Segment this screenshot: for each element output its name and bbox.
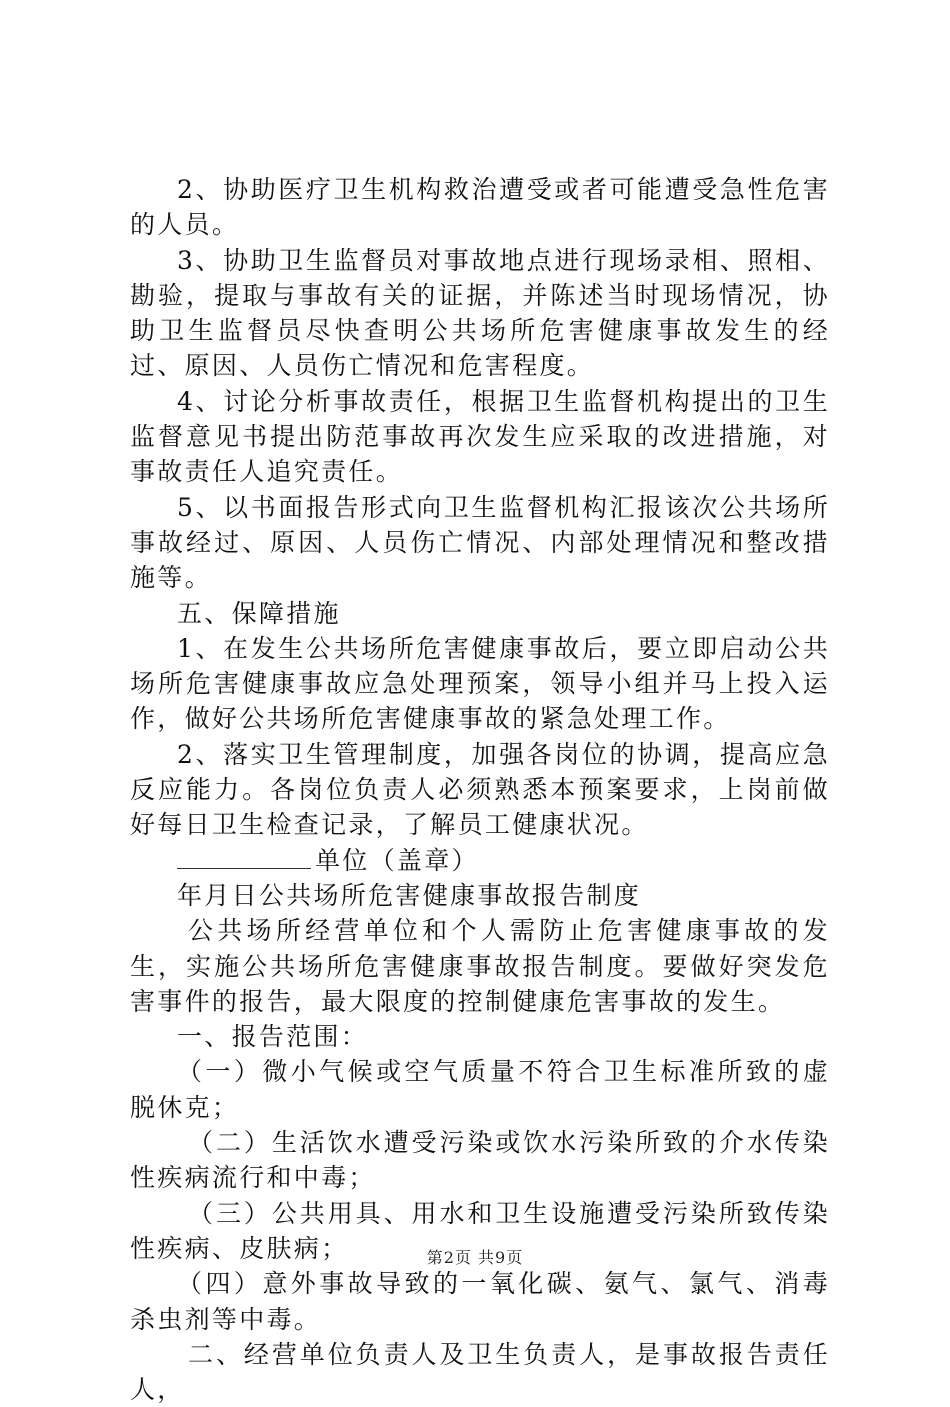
signature-row	[130, 843, 830, 878]
paragraph-assist-inspection: 3、协助卫生监督员对事故地点进行现场录相、照相、勘验，提取与事故有关的证据，并陈述当时现场情况，协助卫生监督员尽快查明公共场所危害健康事故发生的经过、原因、人员伤亡情况和危害程度。	[130, 245, 830, 381]
section-heading-safeguards: 五、保障措施	[177, 598, 341, 628]
list-item-drinking-water: （二）生活饮水遭受污染或饮水污染所致的介水传染性疾病流行和中毒；	[130, 1128, 830, 1193]
signature-blank-line	[177, 843, 311, 869]
list-item-accidental-poisoning: （四）意外事故导致的一氧化碳、氨气、氯气、消毒杀虫剂等中毒。	[130, 1269, 830, 1334]
paragraph-report-system-title: 年月日公共场所危害健康事故报告制度	[177, 880, 642, 910]
paragraph-assist-treatment: 2、协助医疗卫生机构救治遭受或者可能遭受急性危害的人员。	[130, 175, 830, 240]
page-number-footer: 第2页 共9页	[426, 1248, 524, 1267]
section-heading-report-scope: 一、报告范围：	[177, 1022, 369, 1052]
paragraph-analyze-responsibility: 4、讨论分析事故责任，根据卫生监督机构提出的卫生监督意见书提出防范事故再次发生应采取的改进措施，对事故责任人追究责任。	[130, 386, 830, 487]
signature-label: 单位（盖章）	[315, 845, 479, 875]
paragraph-management-system: 2、落实卫生管理制度，加强各岗位的协调，提高应急反应能力。各岗位负责人必须熟悉本预案要求，上岗前做好每日卫生检查记录，了解员工健康状况。	[130, 739, 830, 840]
paragraph-responsible-person: 二、经营单位负责人及卫生负责人，是事故报告责任人，	[130, 1339, 830, 1405]
paragraph-written-report: 5、以书面报告形式向卫生监督机构汇报该次公共场所事故经过、原因、人员伤亡情况、内部处理情况和整改措施等。	[130, 492, 830, 593]
list-item-microclimate: （一）微小气候或空气质量不符合卫生标准所致的虚脱休克；	[130, 1057, 830, 1122]
paragraph-activate-plan: 1、在发生公共场所危害健康事故后，要立即启动公共场所危害健康事故应急处理预案，领导小组并马上投入运作，做好公共场所危害健康事故的紧急处理工作。	[130, 633, 830, 734]
paragraph-report-system-intro: 公共场所经营单位和个人需防止危害健康事故的发生，实施公共场所危害健康事故报告制度。要做好突发危害事件的报告，最大限度的控制健康危害事故的发生。	[130, 916, 830, 1016]
list-item-public-utensils: （三）公共用具、用水和卫生设施遭受污染所致传染性疾病、皮肤病；	[130, 1198, 830, 1263]
document-body	[130, 172, 830, 1407]
